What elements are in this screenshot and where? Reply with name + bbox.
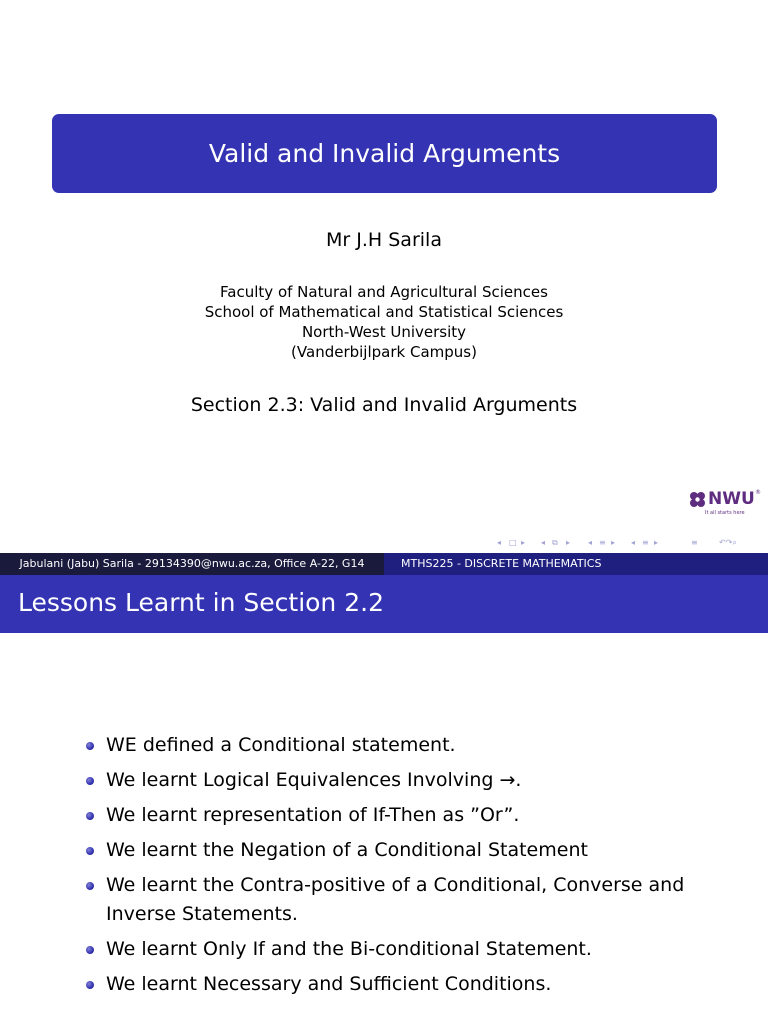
list-item-text: We learnt Logical Equivalences Involving →. [106,769,522,791]
frame-title: Lessons Learnt in Section 2.2 [18,588,384,617]
logo-tagline: It all starts here [705,510,745,516]
lessons-list [84,731,744,1005]
bullet-icon [86,946,94,954]
institute-line: Faculty of Natural and Agricultural Sciences [220,283,548,301]
nav-next-section-icon[interactable]: ▸ [654,538,659,547]
nav-back-forward-search-icon[interactable]: ↶↷⌕ [719,538,737,547]
list-item [84,935,744,964]
institute-line: (Vanderbijlpark Campus) [291,343,477,361]
nav-next-subsection-icon[interactable]: ▸ [611,538,616,547]
nwu-logo [689,489,761,519]
bullet-icon [86,777,94,785]
nav-prev-subsection-icon[interactable]: ◂ [588,538,593,547]
nwu-emblem-icon [689,491,706,508]
section-subtitle: Section 2.3: Valid and Invalid Arguments [190,394,578,416]
footer-course-title: MTHS225 - DISCRETE MATHEMATICS [384,553,768,575]
list-item [84,731,744,760]
nav-prev-slide-icon[interactable]: ◂ [497,538,502,547]
nav-prev-frame-icon[interactable]: ◂ [541,538,546,547]
nav-subsection-icon[interactable]: ≡ [599,538,606,547]
nav-prev-section-icon[interactable]: ◂ [631,538,636,547]
nav-slide-icon[interactable]: □ [509,538,517,547]
list-item [84,871,744,929]
list-item [84,801,744,830]
list-item-text: WE defined a Conditional statement. [106,734,456,756]
list-item-text: We learnt representation of If-Then as ”Or”. [106,804,520,826]
list-item-text: We learnt Necessary and Sufficient Conditions. [106,973,552,995]
title-banner [52,114,717,193]
list-item [84,970,744,999]
bullet-icon [86,981,94,989]
beamer-navigation-bar [497,538,765,550]
presentation-title: Valid and Invalid Arguments [208,139,561,168]
list-item-text: We learnt the Negation of a Conditional Statement [106,839,588,861]
institute-block [0,282,768,362]
nav-frame-icon[interactable]: ⧉ [552,538,558,547]
logo-wordmark: NWU [708,489,755,509]
nav-document-icon[interactable]: ≡ [691,538,698,547]
nav-next-slide-icon[interactable]: ▸ [521,538,526,547]
institute-line: School of Mathematical and Statistical Sciences [204,303,564,321]
frame-title-bar [0,575,768,633]
bullet-icon [86,742,94,750]
bullet-icon [86,812,94,820]
list-item [84,836,744,865]
bullet-icon [86,847,94,855]
bullet-icon [86,882,94,890]
footer-author-info: Jabulani (Jabu) Sarila - 29134390@nwu.ac.za, Office A-22, G14 [0,553,384,575]
list-item [84,766,744,795]
list-item-text: We learnt the Contra-positive of a Conditional, Converse and Inverse Statements. [106,874,685,925]
logo-registered: ® [755,489,761,496]
institute-line: North-West University [301,323,467,341]
nav-section-icon[interactable]: ≡ [642,538,649,547]
nav-next-frame-icon[interactable]: ▸ [566,538,571,547]
author-name: Mr J.H Sarila [326,229,442,251]
list-item-text: We learnt Only If and the Bi-conditional Statement. [106,938,592,960]
